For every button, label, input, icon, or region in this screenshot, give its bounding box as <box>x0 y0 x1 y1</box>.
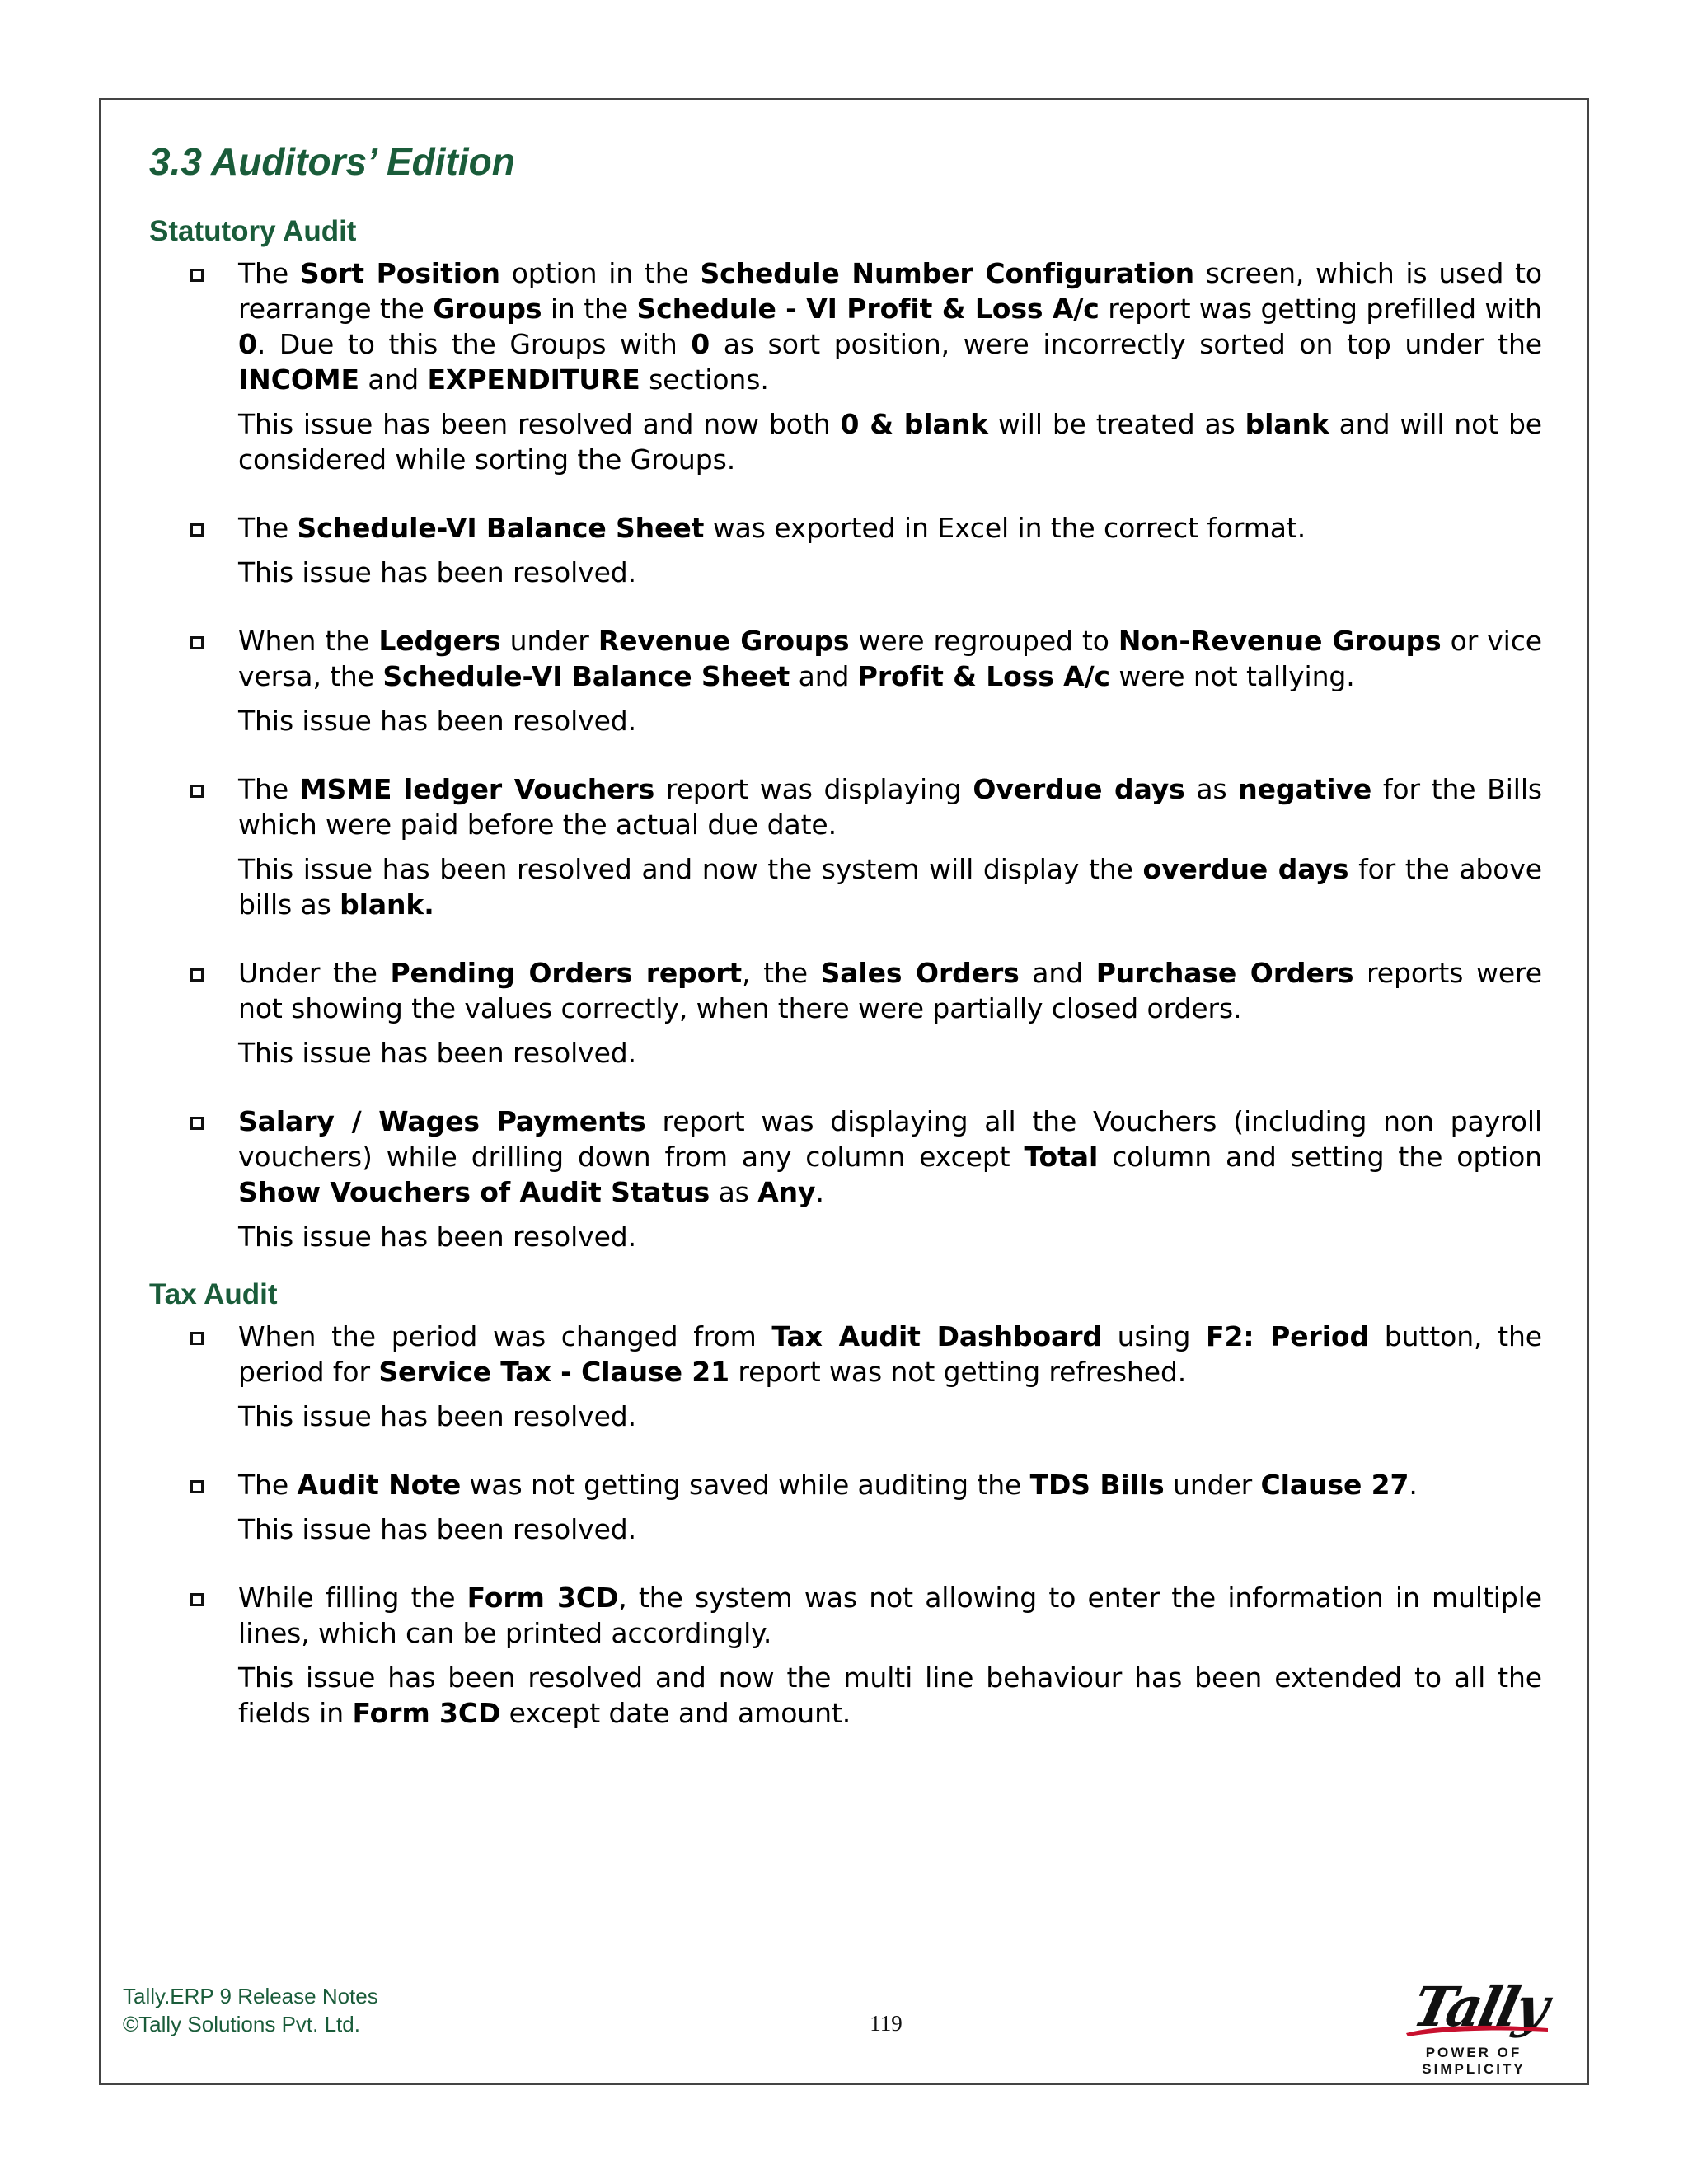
tax-audit-list <box>149 1319 1542 1731</box>
text-run: When the period was changed from <box>238 1320 772 1352</box>
text-run: under <box>1164 1469 1261 1501</box>
text-run: While filling the <box>238 1582 467 1614</box>
resolution-note <box>238 1035 1542 1071</box>
bold-term: overdue days <box>1142 853 1349 885</box>
text-run: . <box>815 1176 824 1208</box>
bold-term: Show Vouchers of Audit Status <box>238 1176 710 1208</box>
list-item <box>149 1580 1542 1731</box>
list-item <box>149 510 1542 590</box>
footer-left <box>123 1982 378 2038</box>
subheading-tax-audit: Tax Audit <box>149 1278 278 1310</box>
square-bullet-icon <box>190 269 204 282</box>
resolution-note <box>238 1660 1542 1731</box>
issue-description <box>238 623 1542 694</box>
text-run: The <box>238 773 300 805</box>
text-run: as <box>710 1176 758 1208</box>
issue-description <box>238 1104 1542 1210</box>
tally-logo-tagline: POWER OF SIMPLICITY <box>1422 2045 1526 2077</box>
text-run: column and setting the option <box>1098 1141 1542 1173</box>
text-run: was not getting saved while auditing the <box>461 1469 1030 1501</box>
bold-term: Any <box>757 1176 816 1208</box>
text-run: . <box>1409 1469 1418 1501</box>
issue-description <box>238 1319 1542 1390</box>
text-run: and <box>790 660 858 692</box>
list-item <box>149 955 1542 1071</box>
list-item <box>149 255 1542 477</box>
text-run: option in the <box>499 257 701 289</box>
resolution-note <box>238 555 1542 590</box>
bold-term: Profit & Loss A/c <box>857 660 1111 692</box>
bold-term: Purchase Orders <box>1095 957 1354 989</box>
text-run: sections. <box>640 363 769 396</box>
text-run: This issue has been resolved. <box>238 1037 637 1069</box>
list-item <box>149 623 1542 738</box>
bold-term: Non-Revenue Groups <box>1118 625 1442 657</box>
text-run: as sort position, were incorrectly sorted on top under the <box>710 328 1542 360</box>
logo-swoosh-icon <box>1403 2020 1551 2038</box>
text-run: screen, which is used to rearrange the <box>238 257 1542 325</box>
bold-term: Sales Orders <box>820 957 1020 989</box>
square-bullet-icon <box>190 1480 204 1493</box>
bold-term: negative <box>1238 773 1372 805</box>
bold-term: Schedule-VI Balance Sheet <box>382 660 790 692</box>
text-run: This issue has been resolved and now the system will display the <box>238 853 1143 885</box>
text-run: and <box>1019 957 1096 989</box>
square-bullet-icon <box>190 968 204 982</box>
text-run: button, the period for <box>238 1320 1542 1388</box>
text-run: . Due to this the Groups with <box>256 328 692 360</box>
bold-term: TDS Bills <box>1029 1469 1165 1501</box>
subheading-statutory-audit: Statutory Audit <box>149 215 357 247</box>
bold-term: 0 <box>238 328 257 360</box>
square-bullet-icon <box>190 1332 204 1345</box>
bold-term: Tax Audit Dashboard <box>771 1320 1102 1352</box>
text-run: was exported in Excel in the correct format. <box>704 512 1306 544</box>
text-run: The <box>238 1469 298 1501</box>
footer-copyright: ©Tally Solutions Pvt. Ltd. <box>123 2012 360 2036</box>
bold-term: Schedule-VI Balance Sheet <box>297 512 705 544</box>
bold-term: Ledgers <box>378 625 501 657</box>
text-run: as <box>1184 773 1239 805</box>
list-item <box>149 1467 1542 1547</box>
bold-term: Form 3CD <box>352 1697 501 1729</box>
text-run: This issue has been resolved. <box>238 1221 637 1253</box>
text-run: will be treated as <box>987 408 1245 440</box>
list-item <box>149 1104 1542 1254</box>
bold-term: Service Tax - Clause 21 <box>378 1356 729 1388</box>
text-run: and <box>359 363 428 396</box>
square-bullet-icon <box>190 1117 204 1130</box>
bold-term: INCOME <box>238 363 359 396</box>
text-run: report was getting prefilled with <box>1099 293 1542 325</box>
text-run: using <box>1101 1320 1207 1352</box>
bold-term: Clause 27 <box>1260 1469 1409 1501</box>
issue-description <box>238 1467 1542 1502</box>
bold-term: Salary / Wages Payments <box>238 1105 646 1137</box>
square-bullet-icon <box>190 785 204 798</box>
bold-term: EXPENDITURE <box>427 363 640 396</box>
bold-term: Audit Note <box>297 1469 462 1501</box>
text-run: , the system was not allowing to enter the information in multiple lines, which can be printed accordingly. <box>238 1582 1542 1649</box>
bold-term: blank. <box>340 888 434 921</box>
text-run: for the Bills which were paid before the actual due date. <box>238 773 1543 841</box>
resolution-note <box>238 703 1542 738</box>
resolution-note <box>238 406 1542 477</box>
text-run: or vice versa, the <box>238 625 1542 692</box>
bold-term: Form 3CD <box>467 1582 619 1614</box>
bold-term: MSME ledger Vouchers <box>299 773 655 805</box>
bold-term: 0 & blank <box>840 408 988 440</box>
text-run: report was displaying <box>654 773 973 805</box>
square-bullet-icon <box>190 1593 204 1606</box>
bold-term: Groups <box>433 293 542 325</box>
text-run: were regrouped to <box>849 625 1118 657</box>
text-run: This issue has been resolved. <box>238 556 637 588</box>
resolution-note <box>238 1511 1542 1547</box>
resolution-note <box>238 1399 1542 1434</box>
text-run: The <box>238 257 300 289</box>
text-run: This issue has been resolved. <box>238 1400 637 1432</box>
bold-term: F2: Period <box>1206 1320 1370 1352</box>
tally-logo <box>1378 1974 1569 2077</box>
bold-term: Schedule Number Configuration <box>700 257 1195 289</box>
text-run: Under the <box>238 957 391 989</box>
text-run: and will not be considered while sorting the Groups. <box>238 408 1543 476</box>
square-bullet-icon <box>190 636 204 649</box>
issue-description <box>238 1580 1542 1651</box>
resolution-note <box>238 851 1542 922</box>
bold-term: Overdue days <box>973 773 1185 805</box>
text-run: except date and amount. <box>500 1697 851 1729</box>
bold-term: 0 <box>691 328 710 360</box>
text-run: This issue has been resolved. <box>238 1513 637 1545</box>
bold-term: Revenue Groups <box>598 625 850 657</box>
resolution-note <box>238 1219 1542 1254</box>
bold-term: Sort Position <box>299 257 500 289</box>
text-run: report was not getting refreshed. <box>729 1356 1187 1388</box>
list-item <box>149 771 1542 922</box>
text-run: The <box>238 512 298 544</box>
tally-logo-wordmark: Tally <box>1407 1975 1553 2039</box>
issue-description <box>238 771 1542 842</box>
footer-product-name: Tally.ERP 9 Release Notes <box>123 1984 378 2008</box>
statutory-audit-list <box>149 255 1542 1254</box>
bold-term: Pending Orders report <box>390 957 743 989</box>
text-run: , the <box>742 957 821 989</box>
bold-term: Schedule - VI Profit & Loss A/c <box>636 293 1100 325</box>
text-run: for the above bills as <box>238 853 1543 921</box>
section-title: 3.3 Auditors’ Edition <box>149 140 515 183</box>
bold-term: blank <box>1245 408 1329 440</box>
issue-description <box>238 255 1542 397</box>
text-run: This issue has been resolved and now the multi line behaviour has been extended to all the fields in <box>238 1661 1542 1729</box>
issue-description <box>238 955 1542 1026</box>
page-number: 119 <box>870 2011 903 2036</box>
square-bullet-icon <box>190 523 204 537</box>
text-run: This issue has been resolved and now both <box>238 408 841 440</box>
bold-term: Total <box>1024 1141 1099 1173</box>
list-item <box>149 1319 1542 1434</box>
text-run: This issue has been resolved. <box>238 705 637 737</box>
text-run: report was displaying all the Vouchers (including non payroll vouchers) while drilling down from any column except <box>238 1105 1542 1173</box>
text-run: in the <box>542 293 637 325</box>
issue-description <box>238 510 1542 546</box>
page-content <box>149 132 1542 1731</box>
text-run: reports were not showing the values correctly, when there were partially closed orders. <box>238 957 1542 1024</box>
text-run: under <box>500 625 598 657</box>
text-run: were not tallying. <box>1110 660 1355 692</box>
text-run: When the <box>238 625 379 657</box>
